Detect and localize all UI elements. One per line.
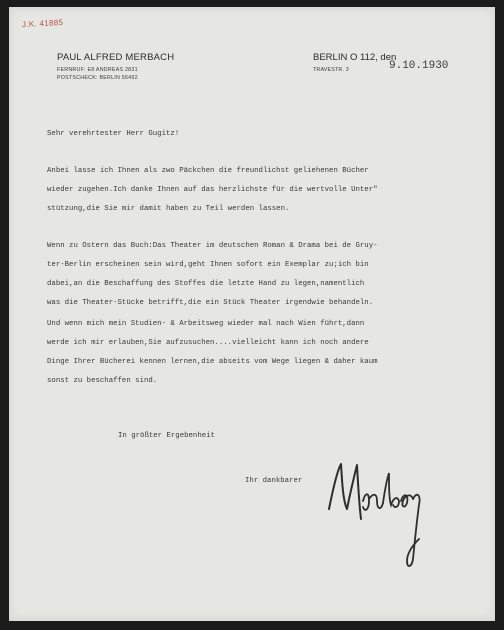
letter-sheet bbox=[9, 7, 495, 621]
letter-date: 9.10.1930 bbox=[389, 60, 449, 72]
paragraph-line: sonst zu beschaffen sind. bbox=[47, 377, 158, 385]
paragraph-line: Wenn zu Ostern das Buch:Das Theater im deutschen Roman & Drama bei de Gruy- bbox=[47, 242, 378, 250]
salutation: Sehr verehrtester Herr Gugitz! bbox=[47, 130, 180, 138]
paragraph-line: dabei,an die Beschaffung des Stoffes die letzte Hand zu legen,namentlich bbox=[47, 280, 365, 288]
signature bbox=[321, 459, 431, 579]
paragraph-3 bbox=[47, 321, 487, 401]
paragraph-line: Und wenn mich mein Studien- & Arbeitsweg wieder mal nach Wien führt,dann bbox=[47, 320, 365, 328]
paragraph-2 bbox=[47, 243, 487, 323]
paragraph-line: Anbei lasse ich Ihnen als zwo Päckchen die freundlichst geliehenen Bücher bbox=[47, 167, 369, 175]
letterhead-name: PAUL ALFRED MERBACH bbox=[57, 52, 175, 63]
paragraph-line: werde ich mir erlauben,Sie aufzusuchen....vielleicht kann ich noch andere bbox=[47, 339, 369, 347]
paragraph-line: ter-Berlin erscheinen sein wird,geht Ihnen sofort ein Exemplar zu;ich bin bbox=[47, 261, 369, 269]
paragraph-line: wieder zugehen.Ich danke Ihnen auf das herzlichste für die wertvolle Unter" bbox=[47, 186, 378, 194]
closing-phrase: In größter Ergebenheit bbox=[118, 432, 215, 440]
letterhead-phone: FERNRUF: E8 ANDREAS 2831 bbox=[57, 67, 138, 73]
letterhead-postcheck: POSTSCHECK: BERLIN 56492 bbox=[57, 75, 138, 81]
paragraph-1 bbox=[47, 168, 487, 228]
paragraph-line: was die Theater-Stücke betrifft,die ein Stück Theater irgendwie behandeln. bbox=[47, 299, 374, 307]
signoff: Ihr dankbarer bbox=[245, 477, 303, 485]
letterhead-street: TRAVESTR. 3 bbox=[313, 67, 349, 73]
paragraph-line: Dinge Ihrer Bücherei kennen lernen,die abseits vom Wege liegen & daher kaum bbox=[47, 358, 378, 366]
archive-mark: J.K. 41885 bbox=[21, 17, 64, 30]
letterhead-city: BERLIN O 112, den bbox=[313, 52, 397, 63]
paragraph-line: stützung,die Sie mir damit haben zu Teil werden lassen. bbox=[47, 205, 290, 213]
